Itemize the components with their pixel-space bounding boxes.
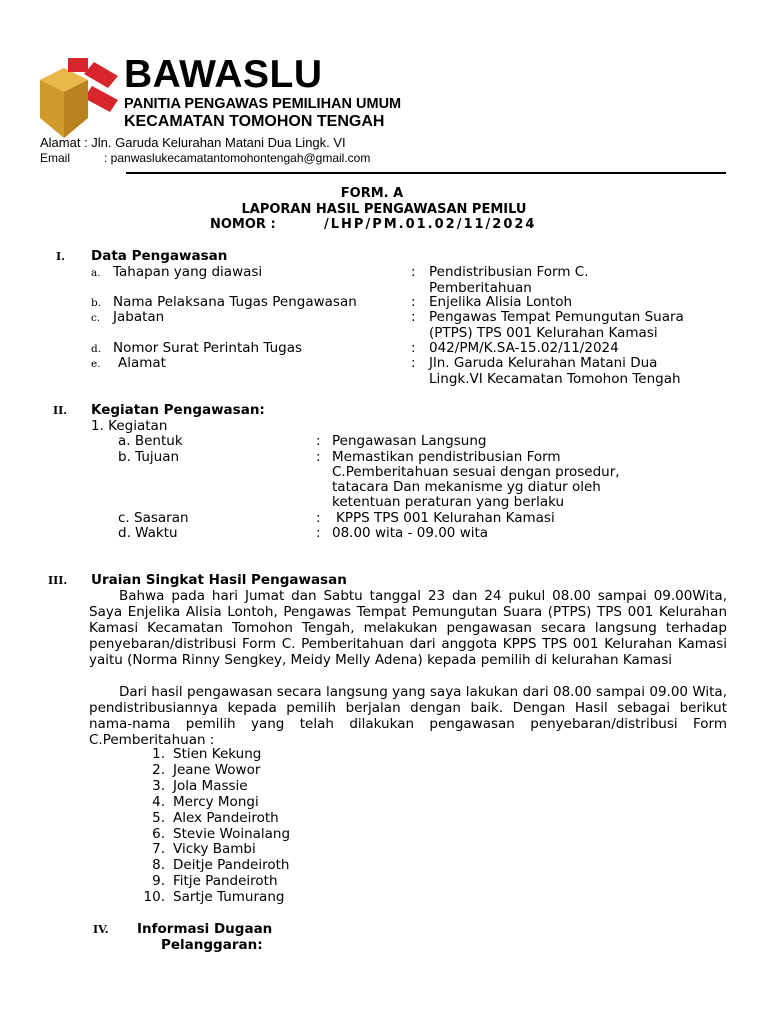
s1-item-c-value-2: (PTPS) TPS 001 Kelurahan Kamasi xyxy=(429,325,658,341)
s1-item-c-label: Jabatan xyxy=(113,309,165,325)
list-item-name: Jeane Wowor xyxy=(173,761,261,778)
s1-item-d-value-1: 042/PM/K.SA-15.02/11/2024 xyxy=(429,340,619,356)
s2-item-b-value-2: C.Pemberitahuan sesuai dengan prosedur, xyxy=(332,464,620,480)
s2-item-b-value-4: ketentuan peraturan yang berlaku xyxy=(332,494,565,510)
s2-item-a-colon: : xyxy=(316,433,321,449)
s2-item-a-label: a. Bentuk xyxy=(118,433,183,449)
letterhead-email xyxy=(40,151,370,166)
s1-item-d-colon: : xyxy=(411,340,416,356)
letterhead-address: Alamat : Jln. Garuda Kelurahan Matani Dua Lingk. VI xyxy=(40,135,346,150)
report-title: LAPORAN HASIL PENGAWASAN PEMILU xyxy=(241,202,527,217)
s2-item-b-label: b. Tujuan xyxy=(118,449,180,465)
s1-item-b-value-1: Enjelika Alisia Lontoh xyxy=(429,294,573,310)
s1-item-b-letter: b. xyxy=(91,297,102,309)
section-2-heading: Kegiatan Pengawasan: xyxy=(91,402,265,418)
list-item xyxy=(143,779,290,795)
list-item xyxy=(143,858,290,874)
form-title: FORM. A xyxy=(340,186,404,201)
s2-item-c-colon: : xyxy=(316,510,321,526)
list-item-name: Stien Kekung xyxy=(173,746,262,762)
section-2-subheading: 1. Kegiatan xyxy=(91,418,168,434)
list-item-number: 8. xyxy=(152,857,165,874)
nomor-value: /LHP/PM.01.02/11/2024 xyxy=(324,217,537,232)
list-item-name: Sartje Tumurang xyxy=(173,889,285,906)
logo-red-block-2 xyxy=(84,62,118,88)
s2-item-d-value-1: 08.00 wita - 09.00 wita xyxy=(332,525,489,541)
s1-item-c-colon: : xyxy=(411,309,416,325)
email-label: Email xyxy=(40,151,71,165)
list-item xyxy=(143,890,290,906)
logo-red-block-1 xyxy=(68,58,88,72)
s1-item-d-letter: d. xyxy=(91,343,102,355)
paragraph-2-text: Dari hasil pengawasan secara langsung yang saya lakukan dari 08.00 sampai 09.00 Wita, pendistribusiannya kepada pemilih berjalan dengan baik. Dengan Hasil sebagai berikut nama-nama pemilih yang telah dilakukan pengawasan penyebaran/distribusi Form C.Pemberitahuan : xyxy=(89,684,727,748)
bawaslu-logo xyxy=(38,58,120,144)
list-item-name: Vicky Bambi xyxy=(173,841,256,858)
s2-item-b-colon: : xyxy=(316,449,321,465)
s1-item-b-colon: : xyxy=(411,294,416,310)
list-item-number: 10. xyxy=(143,889,165,906)
list-item xyxy=(143,795,290,811)
voter-list xyxy=(143,747,290,906)
letterhead-divider xyxy=(126,172,726,174)
s1-item-e-letter: e. xyxy=(91,358,101,370)
list-item-name: Stevie Woinalang xyxy=(173,825,291,842)
list-item-number: 3. xyxy=(152,777,165,794)
section-2-number: II. xyxy=(53,404,68,417)
email-value: : panwaslukecamatantomohontengah@gmail.com xyxy=(104,151,371,165)
list-item-name: Fitje Pandeiroth xyxy=(173,873,278,890)
list-item-number: 7. xyxy=(152,841,165,858)
section-1-heading: Data Pengawasan xyxy=(91,248,228,264)
s1-item-e-value-2: Lingk.VI Kecamatan Tomohon Tengah xyxy=(429,371,681,387)
org-name: BAWASLU xyxy=(124,53,323,96)
list-item-number: 6. xyxy=(152,825,165,842)
section-3-number: III. xyxy=(48,574,68,587)
s2-item-b-value-1: Memastikan pendistribusian Form xyxy=(332,449,561,465)
s1-item-b-label: Nama Pelaksana Tugas Pengawasan xyxy=(113,294,357,310)
list-item xyxy=(143,811,290,827)
org-line-2: KECAMATAN TOMOHON TENGAH xyxy=(124,113,385,130)
list-item-number: 2. xyxy=(152,761,165,778)
section-4-heading-1: Informasi Dugaan xyxy=(137,921,273,937)
s2-item-c-label: c. Sasaran xyxy=(118,510,189,526)
s1-item-a-letter: a. xyxy=(91,267,101,279)
list-item-name: Deitje Pandeiroth xyxy=(173,857,290,874)
s1-item-a-value-1: Pendistribusian Form C. xyxy=(429,264,589,280)
list-item-name: Mercy Mongi xyxy=(173,793,259,810)
list-item xyxy=(143,842,290,858)
list-item-number: 5. xyxy=(152,809,165,826)
section-3-paragraph-1 xyxy=(89,588,727,668)
s2-item-c-value-1: KPPS TPS 001 Kelurahan Kamasi xyxy=(336,510,555,526)
list-item xyxy=(143,874,290,890)
s1-item-c-value-1: Pengawas Tempat Pemungutan Suara xyxy=(429,309,684,325)
logo-red-block-3 xyxy=(84,86,118,112)
list-item-number: 1. xyxy=(152,746,165,762)
section-3-paragraph-2 xyxy=(89,684,727,748)
section-4-heading-2: Pelanggaran: xyxy=(161,937,263,953)
s1-item-c-letter: c. xyxy=(91,312,101,324)
section-3-heading: Uraian Singkat Hasil Pengawasan xyxy=(91,572,347,588)
list-item xyxy=(143,763,290,779)
paragraph-1-text: Bahwa pada hari Jumat dan Sabtu tanggal 23 dan 24 pukul 08.00 sampai 09.00Wita, Saya Enjelika Alisia Lontoh, Pengawas Tempat Pemungutan Suara (PTPS) TPS 001 Kelurahan Kamasi Kecamatan Tomohon Tengah, melakukan pengawasan secara langsung terhadap penyebaran/distribusi Form C. Pemberitahuan dari anggota KPPS TPS 001 Kelurahan Kamasi yaitu (Norma Rinny Sengkey, Meidy Melly Adena) kepada pemilih di kelurahan Kamasi xyxy=(89,588,727,668)
s1-item-d-label: Nomor Surat Perintah Tugas xyxy=(113,340,303,356)
section-4-number: IV. xyxy=(93,923,109,936)
list-item xyxy=(143,747,290,763)
section-1-number: I. xyxy=(56,250,65,263)
list-item-name: Jola Massie xyxy=(173,777,248,794)
s1-item-a-label: Tahapan yang diawasi xyxy=(113,264,263,280)
nomor-label: NOMOR : xyxy=(210,217,276,232)
s2-item-d-label: d. Waktu xyxy=(118,525,178,541)
list-item xyxy=(143,827,290,843)
list-item-name: Alex Pandeiroth xyxy=(173,809,279,826)
s1-item-e-label: Alamat xyxy=(118,355,166,371)
org-line-1: PANITIA PENGAWAS PEMILIHAN UMUM xyxy=(124,96,402,112)
s1-item-a-colon: : xyxy=(411,264,416,280)
list-item-number: 4. xyxy=(152,793,165,810)
s2-item-b-value-3: tatacara Dan mekanisme yg diatur oleh xyxy=(332,479,601,495)
s1-item-e-value-1: Jln. Garuda Kelurahan Matani Dua xyxy=(429,355,658,371)
s1-item-e-colon: : xyxy=(411,355,416,371)
list-item-number: 9. xyxy=(152,873,165,890)
s1-item-a-value-2: Pemberitahuan xyxy=(429,280,532,296)
s2-item-d-colon: : xyxy=(316,525,321,541)
s2-item-a-value-1: Pengawasan Langsung xyxy=(332,433,487,449)
